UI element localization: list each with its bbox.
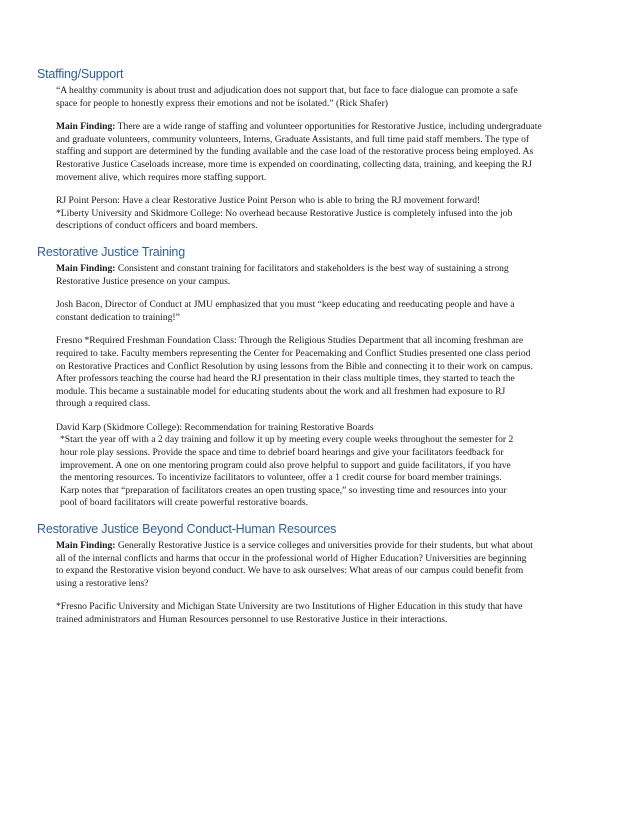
paragraph xyxy=(56,299,588,324)
text-line: *Liberty University and Skidmore College: No overhead because Restorative Justice is completely infused into the job xyxy=(56,207,513,219)
section xyxy=(37,245,588,510)
text-line: *Fresno Pacific University and Michigan State University are two Institutions of Higher Education in this study that have xyxy=(56,601,523,613)
section-body xyxy=(37,263,588,510)
text-line: space for people to honestly express their emotions and not be isolated.” (Rick Shafer) xyxy=(56,97,388,109)
text-line: Josh Bacon, Director of Conduct at JMU emphasized that you must “keep educating and reeducating people and have a xyxy=(56,299,515,311)
paragraph xyxy=(56,601,588,626)
text-line: Karp notes that “preparation of facilitators creates an open trusting space,” so investing time and resources into your xyxy=(60,484,507,496)
text-line: descriptions of conduct officers and board members. xyxy=(56,220,258,232)
section-heading: Staffing/Support xyxy=(37,67,124,81)
text-line: constant dedication to training!” xyxy=(56,311,180,323)
text-line: pool of board facilitators will create powerful restorative boards. xyxy=(60,497,309,509)
text-line: Restorative Justice presence on your campus. xyxy=(56,275,231,287)
text-line: all of the internal conflicts and harms that occur in the professional world of Higher Education? Universities are beginning xyxy=(56,552,527,564)
paragraph xyxy=(56,335,588,411)
section-body xyxy=(37,85,588,233)
text-line: movement alive, which requires more staffing support. xyxy=(56,171,267,183)
text-line: RJ Point Person: Have a clear Restorative Justice Point Person who is able to bring the RJ movement forward! xyxy=(56,195,481,207)
main-finding-label: Main Finding: xyxy=(56,121,116,133)
paragraph xyxy=(56,263,588,288)
paragraph xyxy=(56,422,588,510)
paragraph xyxy=(56,195,588,233)
text-line xyxy=(56,121,588,134)
text-line: After professors teaching the course had heard the RJ presentation in their class multiple times, they started to teach the xyxy=(56,373,515,385)
text-line: and graduate volunteers, community volunteers, Interns, Graduate Assistants, and full time paid staff members. The type of xyxy=(56,133,530,145)
main-finding-text: Generally Restorative Justice is a service colleges and universities provide for their students, but what about xyxy=(115,540,533,552)
text-line: *Start the year off with a 2 day training and follow it up by meeting every couple weeks throughout the semester for 2 xyxy=(60,434,514,446)
section xyxy=(37,522,588,627)
paragraph xyxy=(56,85,588,110)
paragraph xyxy=(56,121,588,184)
text-line: improvement. A one on one mentoring program could also prove helpful to support and guide facilitators, if you have xyxy=(60,459,511,471)
text-line: the mentoring resources. To incentivize facilitators to volunteer, offer a 1 credit course for board member trainings. xyxy=(60,472,502,484)
section-heading: Restorative Justice Training xyxy=(37,244,185,259)
text-line: “A healthy community is about trust and adjudication does not support that, but face to face dialogue can promote a safe xyxy=(56,85,518,96)
text-line: David Karp (Skidmore College): Recommendation for training Restorative Boards xyxy=(56,421,374,433)
main-finding-label: Main Finding: xyxy=(56,262,116,274)
text-line: on Restorative Practices and Conflict Resolution by using lessons from the Bible and connecting it to their work on campus. xyxy=(56,360,533,372)
text-line: using a restorative lens? xyxy=(56,577,149,589)
text-line: through a required class. xyxy=(56,398,151,410)
text-line: Fresno *Required Freshman Foundation Class: Through the Religious Studies Department that all incoming freshman are xyxy=(56,335,524,347)
main-finding-text: Consistent and constant training for facilitators and stakeholders is the best way of sustaining a strong xyxy=(115,262,509,274)
section xyxy=(37,67,588,233)
text-line: module. This became a sustainable model for educating students about the work and all freshmen had exposure to RJ xyxy=(56,385,506,397)
section-heading: Restorative Justice Beyond Conduct-Human Resources xyxy=(37,522,337,537)
paragraph xyxy=(56,540,588,590)
text-line xyxy=(56,263,588,276)
text-line: to expand the Restorative vision beyond conduct. We have to ask ourselves: What areas of our campus could benefit from xyxy=(56,565,524,577)
main-finding-label: Main Finding: xyxy=(56,540,116,552)
text-line: hour role play sessions. Provide the space and time to debrief board hearings and give your facilitators feedback for xyxy=(60,447,504,459)
main-finding-text: There are a wide range of staffing and volunteer opportunities for Restorative Justice, including undergraduate xyxy=(115,121,542,133)
text-line: required to take. Faculty members representing the Center for Peacemaking and Conflict Studies presented one class period xyxy=(56,347,531,359)
text-line: Restorative Justice Caseloads increase, more time is expended on coordinating, collecting data, training, and keeping the RJ xyxy=(56,158,532,170)
text-line: trained administrators and Human Resources personnel to use Restorative Justice in their interactions. xyxy=(56,614,448,625)
text-line xyxy=(56,540,588,553)
section-body xyxy=(37,540,588,627)
text-line: staffing and support are determined by the funding available and the case load of the restorative process being employed. As xyxy=(56,146,534,158)
